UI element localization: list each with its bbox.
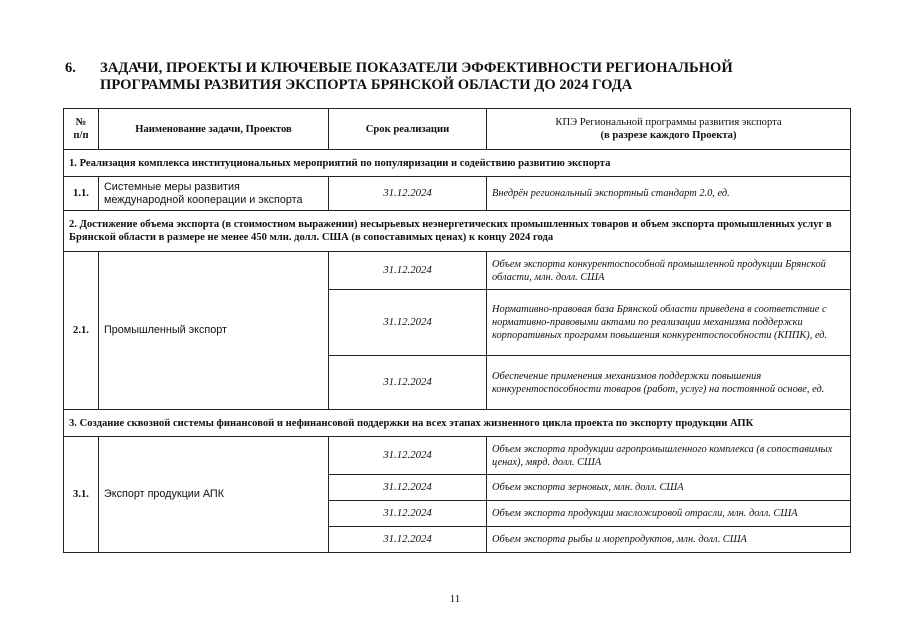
section-title-line-1: ЗАДАЧИ, ПРОЕКТЫ И КЛЮЧЕВЫЕ ПОКАЗАТЕЛИ ЭФФЕКТИВНОСТИ РЕГИОНАЛЬНОЙ: [100, 60, 733, 76]
section-title-cell: 1. Реализация комплекса институциональных мероприятий по популяризации и содействию развитию экспорта: [64, 150, 851, 177]
project-name: Системные меры развития международной кооперации и экспорта: [99, 177, 329, 211]
deadline-cell: 31.12.2024: [329, 356, 487, 410]
project-name: Экспорт продукции АПК: [99, 437, 329, 553]
deadline-cell: 31.12.2024: [329, 177, 487, 211]
section-number: 6.: [65, 60, 76, 76]
header-kpi-line-1: КПЭ Региональной программы развития экспорта: [555, 117, 782, 128]
deadline-cell: 31.12.2024: [329, 252, 487, 290]
deadline-cell: 31.12.2024: [329, 501, 487, 527]
project-number: 3.1.: [64, 437, 99, 553]
section-row: [64, 150, 851, 177]
section-title-cell: 3. Создание сквозной системы финансовой и нефинансовой поддержки на всех этапах жизненного цикла проекта по экспорту продукции АПК: [64, 410, 851, 437]
header-deadline: Срок реализации: [329, 109, 487, 150]
section-title-line-2: ПРОГРАММЫ РАЗВИТИЯ ЭКСПОРТА БРЯНСКОЙ ОБЛАСТИ ДО 2024 ГОДА: [100, 77, 633, 93]
page-number: 11: [449, 593, 461, 605]
section-title-cell: 2. Достижение объема экспорта (в стоимостном выражении) несырьевых неэнергетических промышленных товаров и объем экспорта промышленных услуг в Брянской области в размере не менее 450 млн. долл. США (в сопоставимых ценах) к концу 2024 года: [64, 211, 851, 252]
header-kpi-line-2: (в разрезе каждого Проекта): [600, 130, 737, 141]
header-number-line-2: п/п: [73, 130, 89, 141]
table-row: [64, 437, 851, 475]
deadline-cell: 31.12.2024: [329, 475, 487, 501]
kpi-cell: Объем экспорта продукции агропромышленного комплекса (в сопоставимых ценах), мярд. долл. США: [487, 437, 851, 475]
kpi-cell: Объем экспорта продукции масложировой отрасли, млн. долл. США: [487, 501, 851, 527]
kpi-cell: Обеспечение применения механизмов поддержки повышения конкурентоспособности товаров (работ, услуг) на постоянной основе, ед.: [487, 356, 851, 410]
tasks-table: [63, 108, 851, 553]
header-number: [64, 109, 99, 150]
deadline-cell: 31.12.2024: [329, 437, 487, 475]
table-header-row: [64, 109, 851, 150]
table-row: [64, 252, 851, 290]
section-row: [64, 410, 851, 437]
table-row: [64, 177, 851, 211]
kpi-cell: Объем экспорта рыбы и морепродуктов, млн. долл. США: [487, 527, 851, 553]
kpi-cell: Объем экспорта зерновых, млн. долл. США: [487, 475, 851, 501]
project-number: 2.1.: [64, 252, 99, 410]
kpi-cell: Нормативно-правовая база Брянской области приведена в соответствие с нормативно-правовыми актами по реализации механизма поддержки корпоративных программ повышения конкурентоспособности (КППК), ед.: [487, 290, 851, 356]
deadline-cell: 31.12.2024: [329, 290, 487, 356]
header-name: Наименование задачи, Проектов: [99, 109, 329, 150]
project-number: 1.1.: [64, 177, 99, 211]
project-name: Промышленный экспорт: [99, 252, 329, 410]
kpi-cell: Объем экспорта конкурентоспособной промышленной продукции Брянской области, млн. долл. США: [487, 252, 851, 290]
section-row: [64, 211, 851, 252]
section-title: [100, 60, 820, 94]
header-kpi: [487, 109, 851, 150]
deadline-cell: 31.12.2024: [329, 527, 487, 553]
header-number-line-1: №: [75, 117, 87, 128]
kpi-cell: Внедрён региональный экспортный стандарт 2.0, ед.: [487, 177, 851, 211]
